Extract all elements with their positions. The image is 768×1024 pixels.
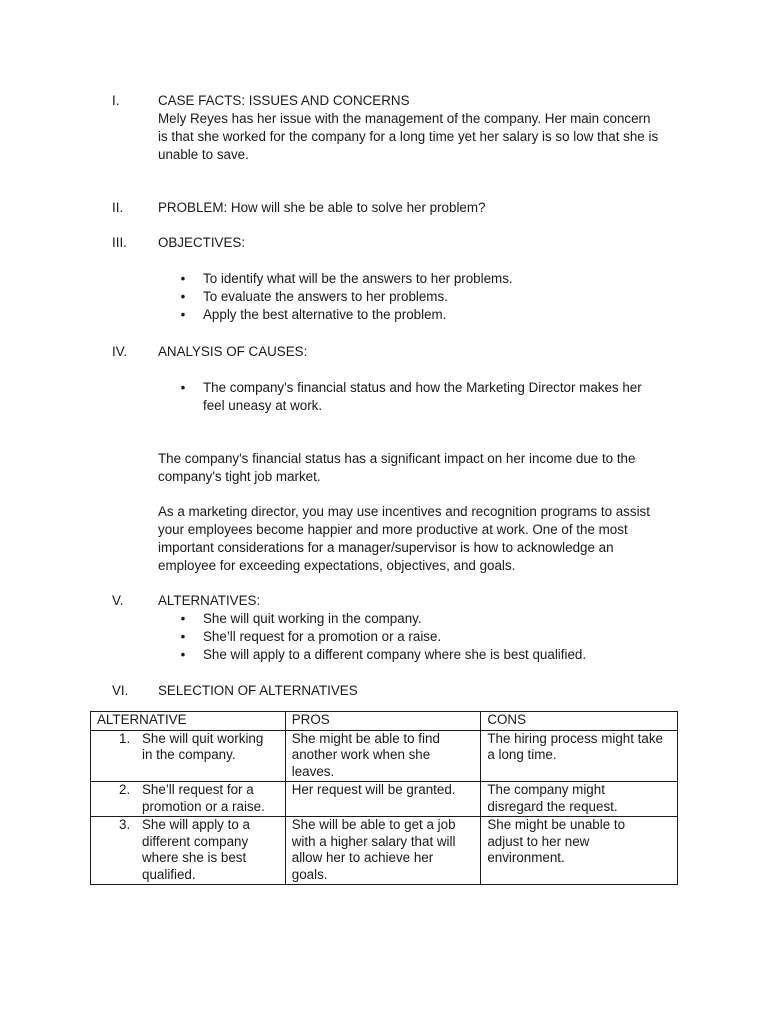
paragraph-line: is that she worked for the company for a long time yet her salary is so low that she is <box>158 129 659 144</box>
paragraph-line: Mely Reyes has her issue with the management of the company. Her main concern <box>158 111 651 126</box>
bullet-icon: • <box>180 629 186 644</box>
section-number: IV. <box>112 344 128 359</box>
section-number: II. <box>112 200 124 215</box>
table-row <box>91 730 678 782</box>
analysis-paragraph: As a marketing director, you may use incentives and recognition programs to assist your employees become happier and more productive at work. One of the most important considerations for a manager/supervisor is how to acknowledge an employee for exceeding expectations, objectives, and goals. <box>158 504 650 573</box>
table-row <box>91 817 678 885</box>
list-item: • She will quit working in the company. <box>176 610 676 628</box>
section-number: VI. <box>112 683 129 698</box>
list-item: • Apply the best alternative to the problem. <box>176 306 676 324</box>
section-title: SELECTION OF ALTERNATIVES <box>158 683 358 698</box>
section-number: III. <box>112 235 127 250</box>
row-number: 2. <box>119 782 131 797</box>
table-row <box>91 782 678 817</box>
list-item: • To evaluate the answers to her problems. <box>176 288 676 306</box>
row-number: 3. <box>119 817 131 832</box>
list-item: • To identify what will be the answers to her problems. <box>176 270 676 288</box>
pros-cell: She might be able to find another work when she leaves. <box>285 730 481 782</box>
cons-cell: The hiring process might take a long time. <box>481 730 678 782</box>
objectives-list <box>176 270 676 324</box>
pros-cell: Her request will be granted. <box>285 782 481 817</box>
column-header: PROS <box>285 712 481 731</box>
bullet-icon: • <box>180 380 186 395</box>
alternative-cell: 3. She will apply to a different company where she is best qualified. <box>91 817 286 885</box>
pros-cell: She will be able to get a job with a higher salary that will allow her to achieve her goals. <box>285 817 481 885</box>
bullet-icon: • <box>180 271 186 286</box>
alternative-cell: 1. She will quit working in the company. <box>91 730 286 782</box>
bullet-icon: • <box>180 307 186 322</box>
paragraph-line: unable to save. <box>158 147 249 162</box>
causes-list <box>176 379 676 415</box>
bullet-icon: • <box>180 289 186 304</box>
bullet-icon: • <box>180 647 186 662</box>
alternatives-list <box>176 610 676 664</box>
section-number: I. <box>112 93 120 108</box>
cons-cell: She might be unable to adjust to her new environment. <box>481 817 678 885</box>
analysis-paragraph: The company's financial status has a significant impact on her income due to the company's tight job market. <box>158 451 636 484</box>
row-number: 1. <box>119 730 131 746</box>
section-title: ANALYSIS OF CAUSES: <box>158 344 308 359</box>
bullet-icon: • <box>180 611 186 626</box>
section-title: PROBLEM: How will she be able to solve her problem? <box>158 200 486 215</box>
alternative-cell: 2. She’ll request for a promotion or a raise. <box>91 782 286 817</box>
list-item: • She will apply to a different company where she is best qualified. <box>176 646 676 664</box>
section-number: V. <box>112 593 124 608</box>
column-header: ALTERNATIVE <box>91 712 286 731</box>
section-title: ALTERNATIVES: <box>158 593 261 608</box>
list-item: • The company's financial status and how the Marketing Director makes her feel uneasy at work. <box>176 379 676 415</box>
cons-cell: The company might disregard the request. <box>481 782 678 817</box>
table-header-row <box>91 712 678 731</box>
alternatives-table <box>90 711 678 885</box>
column-header: CONS <box>481 712 678 731</box>
list-item: • She’ll request for a promotion or a raise. <box>176 628 676 646</box>
section-title: CASE FACTS: ISSUES AND CONCERNS <box>158 93 410 108</box>
section-title: OBJECTIVES: <box>158 235 246 250</box>
